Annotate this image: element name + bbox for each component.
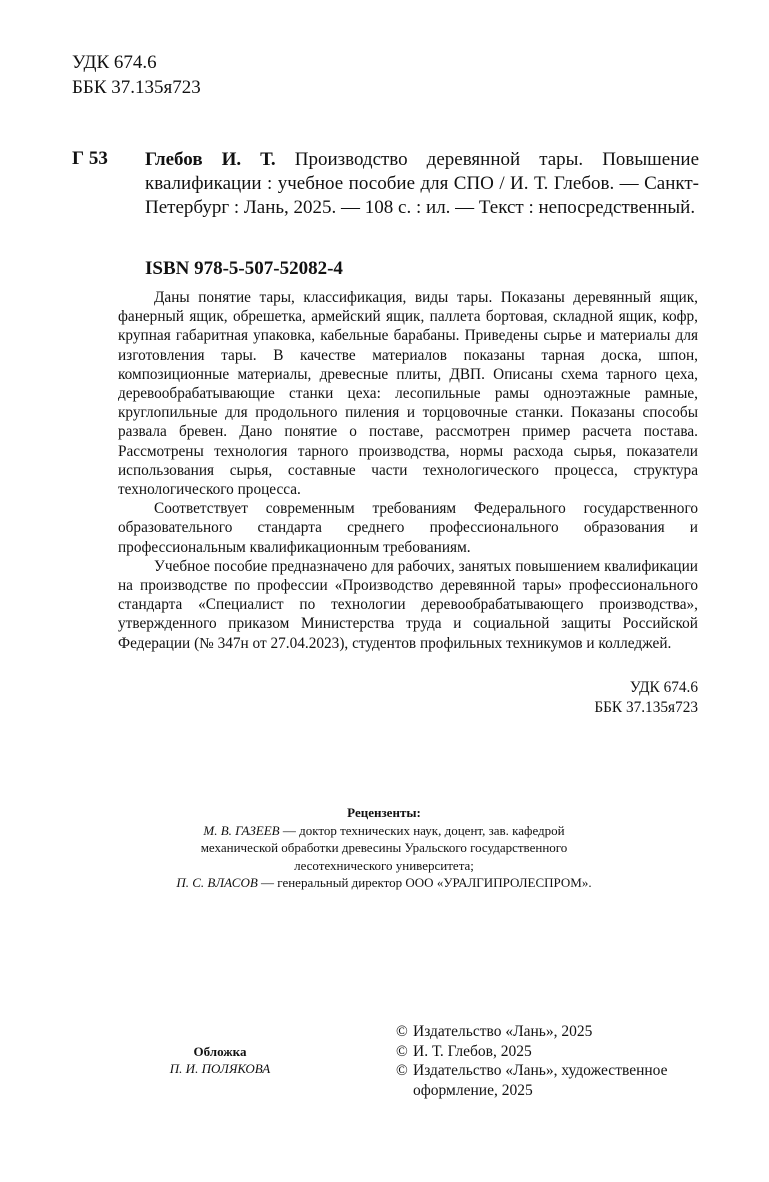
- reviewer-1-name: М. В. ГАЗЕЕВ: [203, 822, 280, 838]
- copyright-block: [396, 1022, 716, 1101]
- copyright-text: Издательство «Лань», 2025: [413, 1023, 593, 1040]
- reviewers-block: [100, 804, 668, 892]
- annotation: [118, 288, 698, 653]
- cover-designer: П. И. ПОЛЯКОВА: [169, 1061, 271, 1076]
- annotation-paragraph: Даны понятие тары, классификация, виды тары. Показаны деревянный ящик, фанерный ящик, обрешетка, армейский ящик, паллета бортовая, складной ящик, кофр, крупная габаритная упаковка, кабельные барабаны. Приведены сырье и материалы для изготовления тары. В качестве материалов показаны тарная доска, шпон, композиционные материалы, древесные плиты, ДВП. Описаны схема тарного цеха, деревообрабатывающие станки цеха: лесопильные рамы одноэтажные рамные, круглопильные для продольного пиления и торцовочные станки. Показаны способы развала бревен. Дано понятие о поставе, рассмотрен пример расчета постава. Рассмотрены технология тарного производства, нормы расхода сырья, показатели использования сырья, составные части технологического процесса, структура технологического процесса.: [118, 289, 698, 499]
- copyright-icon: ©: [396, 1042, 408, 1060]
- isbn: ISBN 978-5-507-52082-4: [145, 258, 343, 279]
- author-name: Глебов И. Т.: [145, 149, 276, 170]
- bbk-code-bottom: ББК 37.135я723: [594, 698, 698, 716]
- reviewers-title: Рецензенты:: [347, 805, 421, 820]
- annotation-paragraph: Учебное пособие предназначено для рабочих, занятых повышением квалификации на производстве по профессии «Производство деревянной тары» профессионального стандарта «Специалист по технологии деревообрабатывающего производства», утвержденного приказом Министерства труда и социальной защиты Российской Федерации (№ 347н от 27.04.2023), студентов профильных техникумов и колледжей.: [118, 557, 698, 652]
- bibliographic-description: Производство деревянной тары. Повышение квалификации : учебное пособие для СПО / И. Т. Глебов. — Санкт-Петербург : Лань, 2025. — 108 с. : ил. — Текст : непосредственный.: [145, 149, 700, 218]
- reviewer-2-title: — генеральный директор ООО «УРАЛГИПРОЛЕСПРОМ».: [257, 875, 592, 890]
- copyright-text: И. Т. Глебов, 2025: [413, 1042, 532, 1060]
- cover-credit: [140, 1043, 300, 1077]
- catalog-code: Г 53: [72, 148, 108, 169]
- bbk-code-top: ББК 37.135я723: [72, 77, 201, 98]
- reviewer-2-name: П. С. ВЛАСОВ: [176, 875, 258, 890]
- udk-code-bottom: УДК 674.6: [629, 679, 698, 696]
- copyright-text: Издательство «Лань», художественное оформление, 2025: [413, 1062, 668, 1100]
- copyright-icon: ©: [396, 1023, 408, 1040]
- reviewer-1-title: — доктор технических наук, доцент, зав. кафедрой: [279, 822, 565, 838]
- reviewer-1-affiliation: механической обработки древесины Уральского государственного: [200, 840, 568, 855]
- cover-label: Обложка: [193, 1044, 247, 1059]
- copyright-line: [396, 1042, 716, 1062]
- reviewer-1-affiliation-cont: лесотехнического университета;: [294, 857, 474, 873]
- bibliographic-record: [145, 148, 699, 220]
- reviewer-1: [100, 822, 668, 840]
- reviewer-2: [100, 874, 668, 892]
- copyright-line: [396, 1061, 716, 1100]
- annotation-paragraph: Соответствует современным требованиям Федерального государственного образовательного стандарта среднего профессионального образования и профессиональным квалификационным требованиям.: [118, 500, 698, 556]
- udk-bbk-top: [72, 50, 201, 100]
- copyright-line: [396, 1022, 716, 1042]
- udk-bbk-bottom: [594, 678, 698, 717]
- udk-code-top: УДК 674.6: [72, 52, 157, 73]
- copyright-icon: ©: [396, 1062, 408, 1080]
